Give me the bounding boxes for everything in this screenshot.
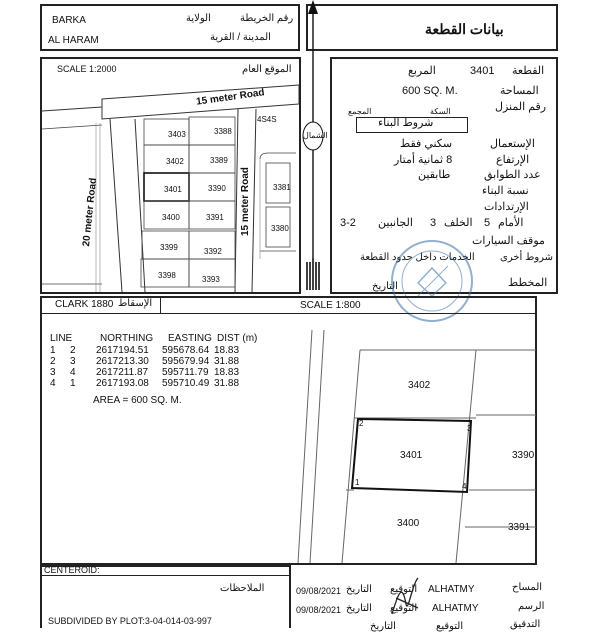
plot-tag: 4S4S	[257, 115, 277, 124]
setback-front-label: الأمام	[498, 217, 524, 229]
cell: 1	[70, 378, 76, 389]
plan-scale: SCALE 1:800	[300, 300, 361, 311]
projection-label: الإسقاط	[118, 298, 153, 309]
block-label: المربع	[408, 65, 436, 77]
cell: 595711.79	[162, 367, 209, 378]
cell: 3	[70, 356, 76, 367]
drafter-date: 09/08/2021	[296, 605, 342, 615]
map-plot: 3380	[271, 224, 289, 233]
cell: 2617213.30	[96, 356, 149, 367]
cell: 2617194.51	[96, 345, 149, 356]
map-plot: 3403	[168, 130, 186, 139]
map-plot: 3390	[208, 184, 226, 193]
map-plot: 3393	[202, 275, 220, 284]
col-line: LINE	[50, 333, 73, 344]
corner-4: 4	[462, 482, 467, 491]
signature-icon	[388, 574, 428, 620]
cell: 4	[50, 378, 56, 389]
plot-number: 3401	[470, 65, 495, 77]
map-plot: 3391	[206, 213, 224, 222]
col-dist: DIST (m)	[217, 333, 258, 344]
checker-date-label: التاريخ	[370, 621, 396, 632]
cell: 18.83	[214, 367, 240, 378]
centeroid-line	[40, 575, 291, 576]
drafter-label: الرسم	[518, 601, 545, 612]
cell: 2	[50, 356, 56, 367]
planner-date-label: التاريخ	[372, 281, 398, 292]
setback-back-label: الخلف	[444, 217, 473, 229]
plan-header-line	[40, 313, 537, 314]
surveyor-label: المساح	[512, 582, 543, 593]
drafter-signature-label: التوقيع	[390, 603, 418, 614]
map-number-label: رقم الخريطة	[240, 13, 294, 24]
cell: 2	[70, 345, 76, 356]
plan-plot-right-top: 3390	[512, 450, 535, 461]
road-15m-top: 15 meter Road	[195, 87, 266, 108]
cell: 2617193.08	[96, 378, 149, 389]
complex-label: المجمع	[348, 107, 372, 116]
map-plot: 3392	[204, 247, 222, 256]
plot-info-title: بيانات القطعة	[425, 21, 504, 37]
plot-label: القطعة	[512, 65, 545, 77]
cell: 595679.94	[162, 356, 210, 367]
cell: 18.83	[214, 345, 240, 356]
map-plot: 3398	[158, 271, 176, 280]
height-label: الإرتفاع	[496, 154, 530, 166]
map-plot: 3388	[214, 127, 232, 136]
use-value: سكني فقط	[400, 138, 453, 150]
map-plot: 3400	[162, 213, 180, 222]
drafter-name: ALHATMY	[432, 603, 479, 614]
centeroid-label: CENTEROID:	[44, 565, 100, 575]
setbacks-label: الإرتدادات	[484, 201, 529, 213]
corner-3: 3	[467, 424, 472, 433]
setback-front-value: 5	[484, 217, 491, 229]
setback-sides-value: 3-2	[340, 217, 356, 229]
floors-value: طابقين	[418, 169, 451, 181]
map-plot: 3402	[166, 157, 184, 166]
village-en: AL HARAM	[48, 35, 99, 46]
clark-label: CLARK 1880	[55, 299, 114, 310]
parking-label: موقف السيارات	[472, 235, 545, 247]
plan-plot-main: 3401	[400, 450, 423, 461]
plan-drawing	[42, 315, 536, 563]
surveyor-signature-label: التوقيع	[390, 584, 418, 595]
plan-plot-bottom: 3400	[397, 518, 420, 529]
cell: 31.88	[214, 356, 240, 367]
village-label: المدينة / القرية	[210, 32, 271, 43]
cell: 2617211.87	[96, 367, 149, 378]
checker-signature-label: التوقيع	[436, 621, 464, 632]
surveyor-date-label: التاريخ	[346, 584, 372, 595]
building-conditions-label: شروط البناء	[378, 117, 434, 129]
other-conditions-value: الخدمات داخل حدود القطعة	[360, 252, 475, 263]
floors-label: عدد الطوابق	[484, 169, 541, 181]
cell: 3	[50, 367, 56, 378]
use-label: الإستعمال	[490, 138, 535, 150]
plan-header-divider	[160, 296, 161, 313]
map-plot: 3381	[273, 183, 291, 192]
col-northing: NORTHING	[100, 333, 154, 344]
plan-plot-top: 3402	[408, 380, 431, 391]
cell: 31.88	[214, 378, 240, 389]
area-line: AREA = 600 SQ. M.	[93, 395, 182, 406]
height-value: 8 ثمانية أمتار	[394, 154, 453, 166]
cell: 595678.64	[162, 345, 210, 356]
surveyor-name: ALHATMY	[428, 584, 475, 595]
subdivided-text: SUBDIVIDED BY PLOT:3-04-014-03-997	[48, 616, 212, 626]
other-conditions-label: شروط أخرى	[500, 252, 554, 263]
wilaya-en: BARKA	[52, 15, 86, 26]
building-ratio-label: نسبة البناء	[482, 185, 529, 197]
house-no-label: رقم المنزل	[495, 101, 547, 113]
road-15m-vertical: 15 meter Road	[240, 167, 251, 236]
sikka-label: السكة	[430, 107, 451, 116]
notes-label: الملاحظات	[220, 583, 265, 594]
area-value: 600 SQ. M.	[402, 85, 458, 97]
col-easting: EASTING	[168, 333, 212, 344]
checker-label: التدقيق	[510, 619, 541, 630]
cell: 1	[50, 345, 56, 356]
setback-sides-label: الجانبين	[378, 217, 413, 229]
corner-2: 2	[359, 419, 364, 428]
road-20m: 20 meter Road	[81, 177, 100, 248]
map-plot: 3401	[164, 185, 182, 194]
plan-plot-right-bottom: 3391	[508, 522, 531, 533]
location-title: الموقع العام	[242, 64, 292, 75]
wilaya-label: الولاية	[186, 13, 211, 24]
location-scale: SCALE 1:2000	[57, 64, 117, 74]
north-arrow-icon	[298, 0, 328, 294]
surveyor-date: 09/08/2021	[296, 586, 342, 596]
corner-1: 1	[355, 478, 360, 487]
cell: 4	[70, 367, 76, 378]
map-plot: 3399	[160, 243, 178, 252]
area-label: المساحة	[500, 85, 539, 97]
map-plot: 3389	[210, 156, 228, 165]
setback-back-value: 3	[430, 217, 437, 229]
planner-label: المخطط	[508, 277, 548, 289]
cell: 595710.49	[162, 378, 210, 389]
north-label: الشمال	[303, 131, 328, 140]
drafter-date-label: التاريخ	[346, 603, 372, 614]
